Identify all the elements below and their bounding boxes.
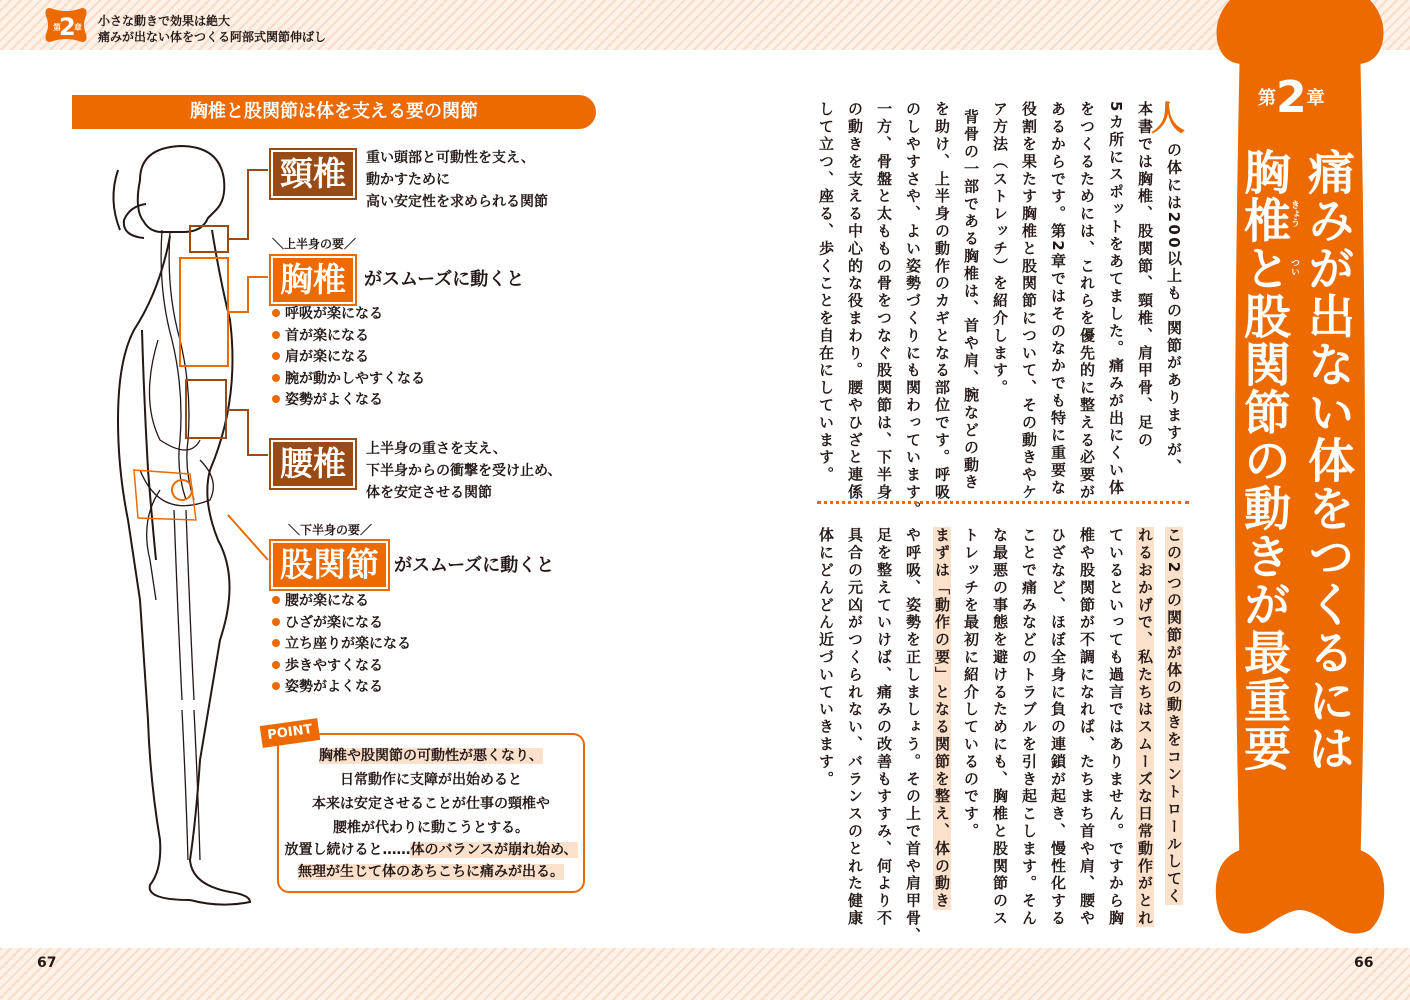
list-item: 呼吸が楽になる <box>272 304 425 326</box>
hip-benefit-list <box>272 591 411 699</box>
point-tag: POINT <box>260 718 320 748</box>
badge-prefix: 第 <box>53 23 61 32</box>
hip-label: 股関節 <box>271 541 388 589</box>
page-number-right: 66 <box>1354 955 1374 971</box>
header-title: 痛みが出ない体をつくる阿部式関節伸ばし <box>98 30 327 44</box>
body-col: 背骨の一部である胸椎は、首や肩、腕などの動き <box>962 101 980 492</box>
chapter-title-line-2: 胸椎と股関節の動きが最重要 <box>1236 148 1291 772</box>
body-col: ているといっても過言ではありません。ですから胸 <box>1107 527 1125 928</box>
badge-suffix: 章 <box>74 23 82 32</box>
body-col: 椎や股関節が不調になれば、たちまち首や肩、腰や <box>1078 527 1096 928</box>
body-col: 具合の元凶がつくられない、バランスのとれた健康 <box>846 527 864 928</box>
body-col: 5カ所にスポットをあてました。痛みが出にくい体 <box>1107 101 1125 497</box>
thoracic-benefit-list <box>272 304 425 412</box>
body-col: ア方法（ストレッチ）を紹介します。 <box>991 101 1009 397</box>
point-line-1: 胸椎や股関節の可動性が悪くなり、 <box>319 748 543 764</box>
neck-label: 頸椎 <box>271 150 355 198</box>
thoracic-smooth-text: がスムーズに動くと <box>364 269 525 290</box>
figure-title: 胸椎と股関節は体を支える要の関節 <box>72 95 596 129</box>
body-col: や呼吸、姿勢を正しましょう。その上で首や肩甲骨、 <box>904 527 922 945</box>
body-col: 体にどんどん近づいていきます。 <box>817 527 835 788</box>
body-col: まずは「動作の要」となる関節を整え、体の動き <box>933 527 951 910</box>
thoracic-caption: ＼上半身の要／ <box>272 237 357 251</box>
body-col: れるおかげで、私たちはスムーズな日常動作がとれ <box>1136 527 1154 928</box>
lumbar-description: 上半身の重さを支え、 下半身からの衝撃を受け止め、 体を安定させる関節 <box>366 441 562 501</box>
chapter-label: 第2章 <box>1258 72 1325 123</box>
point-box <box>277 733 585 893</box>
body-col: の動きを支える中心的な役まわり。腰やひざと連係 <box>846 101 864 502</box>
body-col: を助け、上半身の動作のカギとなる部位です。呼吸 <box>933 101 951 502</box>
list-item: ひざが楽になる <box>272 613 411 635</box>
header-subtitle: 小さな動きで効果は絶大 <box>98 14 231 28</box>
body-col: トレッチを最初に紹介しているのです。 <box>962 527 980 841</box>
list-item: 歩きやすくなる <box>272 656 411 678</box>
page-number-left: 67 <box>37 955 57 971</box>
list-item: 腰が楽になる <box>272 591 411 613</box>
ruby-kyou: きょう <box>1289 200 1299 227</box>
footer-stripe <box>0 948 1410 1000</box>
list-item: 腕が動かしやすくなる <box>272 369 425 391</box>
body-col: 一方、骨盤と太ももの骨をつなぐ股関節は、下半身 <box>875 101 893 502</box>
list-item: 肩が楽になる <box>272 347 425 369</box>
body-col: をつくるためには、これらを優先的に整える必要が <box>1078 101 1096 502</box>
body-col: な最悪の事態を避けるためにも、胸椎と股関節のス <box>991 527 1009 928</box>
point-line-4: 腰椎が代わりに動こうとする。 <box>333 820 529 836</box>
dropcap: 人 <box>1151 99 1185 139</box>
lumbar-label: 腰椎 <box>271 440 355 488</box>
list-item: 首が楽になる <box>272 326 425 348</box>
connector-lines <box>150 140 270 580</box>
body-col: ことで痛みなどのトラブルを引き起こします。そん <box>1020 527 1038 928</box>
body-col: のしやすさや、よい姿勢づくりにも関わっています。 <box>904 101 922 519</box>
point-line-6: 無理が生じて体のあちこちに痛みが出る。 <box>298 864 564 880</box>
ruby-tsui: つい <box>1289 258 1299 276</box>
neck-description: 重い頭部と可動性を支え、 動かすために 高い安定性を求められる関節 <box>366 150 548 210</box>
list-item: 姿勢がよくなる <box>272 677 411 699</box>
body-col: 本書では胸椎、股関節、頸椎、肩甲骨、足の <box>1136 101 1154 449</box>
hip-caption: ＼下半身の要／ <box>288 523 373 537</box>
body-col: して立つ、座る、歩くことを自在にしています。 <box>817 101 835 484</box>
point-line-5: 放置し続けると……体のバランスが崩れ始め、 <box>284 842 578 858</box>
body-col: この2つの関節が体の動きをコントロールしてく <box>1165 527 1183 906</box>
body-col: 足を整えていけば、痛みの改善もすすみ、何より不 <box>875 527 893 928</box>
point-line-3: 本来は安定させることが仕事の頸椎や <box>312 796 550 812</box>
body-col: あるからです。第2章ではそのなかでも特に重要な <box>1049 101 1067 497</box>
hip-smooth-text: がスムーズに動くと <box>394 555 555 576</box>
chapter-title-line-1: 痛みが出ない体をつくるには <box>1300 148 1355 772</box>
section-divider <box>817 501 1189 504</box>
point-line-2: 日常動作に支障が出始めると <box>340 772 522 788</box>
body-col: ひざなど、ほぼ全身に負の連鎖が起き、慢性化する <box>1049 527 1067 928</box>
thoracic-label: 胸椎 <box>271 256 355 304</box>
chapter-badge-icon <box>44 4 88 46</box>
body-col: の体には200以上もの関節がありますが、 <box>1165 142 1183 477</box>
list-item: 姿勢がよくなる <box>272 390 425 412</box>
body-col: 役割を果たす胸椎と股関節について、その動きやケ <box>1020 101 1038 502</box>
badge-number: 2 <box>59 13 76 41</box>
list-item: 立ち座りが楽になる <box>272 634 411 656</box>
